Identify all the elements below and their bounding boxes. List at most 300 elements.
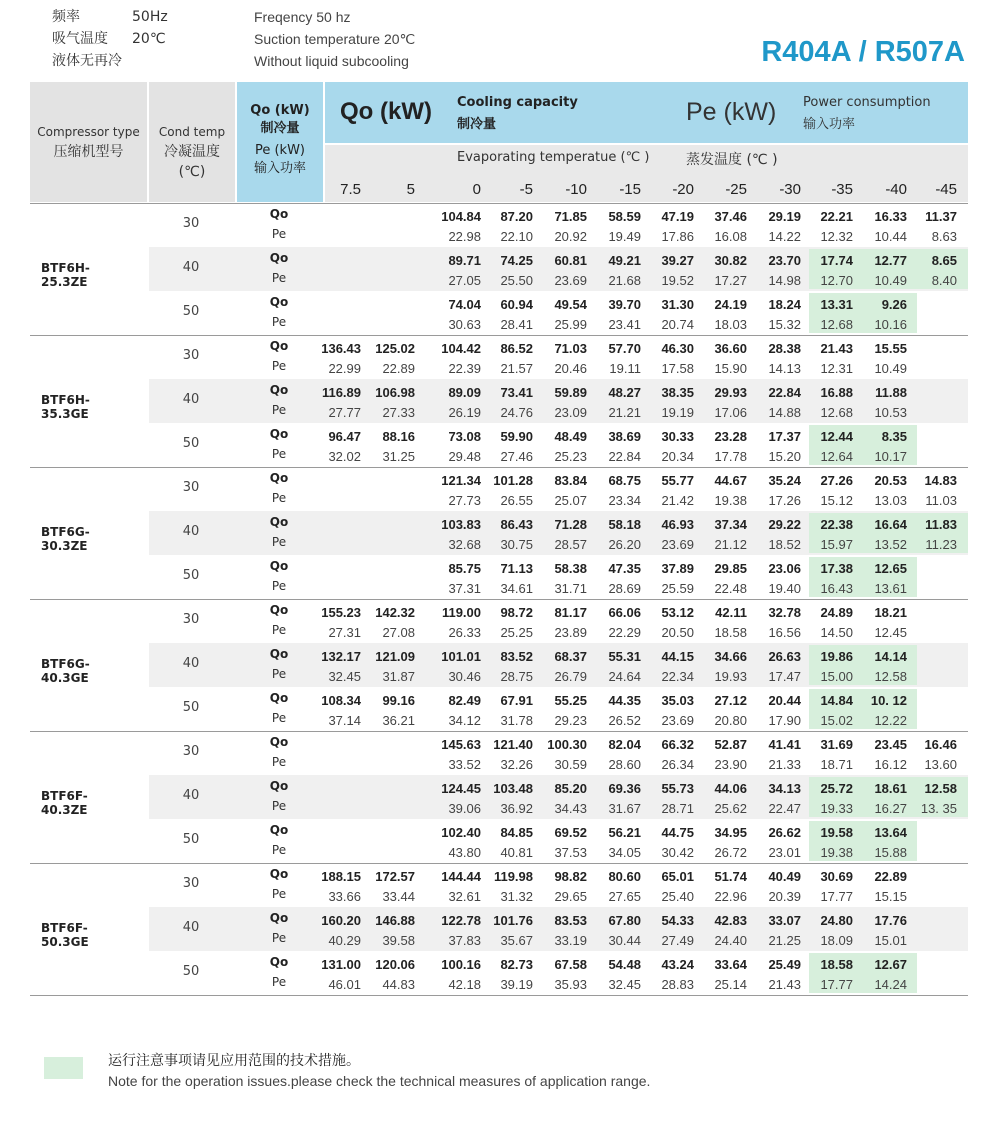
cond-temp: 40	[182, 524, 200, 539]
qo-row-label: Qo	[269, 559, 289, 573]
pe-value: 15.97	[820, 537, 853, 552]
qo-value: 55.77	[661, 473, 694, 488]
pe-value: 28.69	[608, 581, 641, 596]
pe-value: 19.52	[661, 273, 694, 288]
evap-temp-col-10: -40	[885, 181, 907, 198]
qo-value: 54.33	[661, 913, 694, 928]
pe-value: 14.24	[874, 977, 907, 992]
cond-temp: 30	[182, 612, 200, 627]
qo-value: 25.72	[820, 781, 853, 796]
cond-temp: 50	[182, 700, 200, 715]
qo-value: 71.28	[554, 517, 587, 532]
qo-value: 14.83	[924, 473, 957, 488]
pe-value: 26.55	[500, 493, 533, 508]
qo-value: 25.49	[768, 957, 801, 972]
cooling-capacity-label	[457, 92, 578, 136]
pe-value: 31.71	[554, 581, 587, 596]
qo-value: 17.74	[820, 253, 853, 268]
power-label	[803, 92, 931, 136]
subcool-label: 液体无再冷	[52, 53, 122, 69]
pe-value: 35.93	[554, 977, 587, 992]
qo-value: 121.40	[493, 737, 533, 752]
qo-value: 34.13	[768, 781, 801, 796]
qo-value: 23.70	[768, 253, 801, 268]
qo-value: 100.16	[441, 957, 481, 972]
freq-en: Freqency 50 hz	[254, 9, 351, 25]
pe-value: 19.38	[820, 845, 853, 860]
qo-value: 14.84	[820, 693, 853, 708]
qo-value: 55.73	[661, 781, 694, 796]
qo-value: 55.25	[554, 693, 587, 708]
pe-value: 39.19	[500, 977, 533, 992]
qo-value: 81.17	[554, 605, 587, 620]
qo-value: 144.44	[441, 869, 481, 884]
pe-value: 23.01	[768, 845, 801, 860]
pe-value: 32.26	[500, 757, 533, 772]
qo-value: 82.04	[608, 737, 641, 752]
qo-row-label: Qo	[269, 515, 289, 529]
qo-value: 55.31	[608, 649, 641, 664]
cooling-cn: 制冷量	[457, 117, 497, 132]
cond-temp: 30	[182, 480, 200, 495]
qo-value: 42.83	[714, 913, 747, 928]
pe-value: 25.23	[554, 449, 587, 464]
pe-value: 14.22	[768, 229, 801, 244]
pe-value: 19.38	[714, 493, 747, 508]
pe-value: 11.03	[925, 493, 957, 508]
pe-value: 23.34	[608, 493, 641, 508]
qo-value: 41.41	[768, 737, 801, 752]
power-cn: 输入功率	[803, 117, 856, 132]
pe-value: 20.50	[661, 625, 694, 640]
pe-value: 13. 35	[920, 801, 957, 816]
pe-value: 25.50	[500, 273, 533, 288]
qo-value: 39.70	[608, 297, 641, 312]
pe-value: 8.63	[931, 229, 957, 244]
pe-value: 30.44	[608, 933, 641, 948]
suction-en: Suction temperature 20℃	[254, 31, 416, 47]
qo-value: 13.64	[874, 825, 907, 840]
pe-value: 16.08	[714, 229, 747, 244]
qo-value: 103.83	[441, 517, 481, 532]
pe-value: 25.14	[714, 977, 747, 992]
qo-value: 82.73	[500, 957, 533, 972]
qo-value: 27.26	[820, 473, 853, 488]
pe-value: 26.19	[448, 405, 481, 420]
pe-value: 29.48	[448, 449, 481, 464]
qo-value: 18.61	[874, 781, 907, 796]
qo-value: 39.27	[661, 253, 694, 268]
qo-value: 53.12	[661, 605, 694, 620]
qo-value: 19.86	[820, 649, 853, 664]
qo-value: 46.93	[661, 517, 694, 532]
pe-value: 13.03	[874, 493, 907, 508]
qo-value: 56.21	[608, 825, 641, 840]
pe-value: 23.89	[554, 625, 587, 640]
qo-value: 29.93	[714, 385, 747, 400]
conditions-cn	[52, 6, 168, 72]
qo-value: 14.14	[874, 649, 907, 664]
qo-value: 132.17	[321, 649, 361, 664]
evap-temp-col-11: -45	[935, 181, 957, 198]
pe-value: 34.61	[500, 581, 533, 596]
qo-row-label: Qo	[269, 251, 289, 265]
pe-value: 12.68	[820, 317, 853, 332]
qo-value: 44.06	[714, 781, 747, 796]
qo-value: 49.21	[608, 253, 641, 268]
pe-header-cn: 输入功率	[253, 161, 306, 176]
qo-value: 11.83	[925, 517, 957, 532]
block-separator	[30, 335, 968, 336]
block-separator	[30, 599, 968, 600]
pe-value: 42.18	[448, 977, 481, 992]
qo-value: 48.49	[554, 429, 587, 444]
pe-value: 27.31	[328, 625, 361, 640]
pe-value: 12.68	[820, 405, 853, 420]
pe-value: 15.00	[820, 669, 853, 684]
cond-temp: 30	[182, 744, 200, 759]
cond-temp: 30	[182, 876, 200, 891]
pe-value: 21.43	[768, 977, 801, 992]
pe-value: 31.32	[500, 889, 533, 904]
pe-value: 27.49	[661, 933, 694, 948]
pe-value: 14.98	[768, 273, 801, 288]
qo-value: 46.30	[661, 341, 694, 356]
pe-value: 17.86	[661, 229, 694, 244]
pe-value: 32.61	[448, 889, 481, 904]
qo-value: 24.89	[820, 605, 853, 620]
pe-value: 16.43	[820, 581, 853, 596]
qo-value: 16.46	[924, 737, 957, 752]
pe-value: 19.93	[714, 669, 747, 684]
highlight-legend-swatch	[44, 1057, 83, 1079]
qo-value: 85.20	[554, 781, 587, 796]
qo-value: 26.62	[768, 825, 801, 840]
cond-temp: 50	[182, 964, 200, 979]
qo-value: 73.08	[448, 429, 481, 444]
qo-value: 44.67	[714, 473, 747, 488]
pe-value: 22.34	[661, 669, 694, 684]
pe-row-label: Pe	[271, 931, 287, 945]
qo-value: 18.58	[820, 957, 853, 972]
pe-value: 27.05	[448, 273, 481, 288]
qo-value: 16.88	[820, 385, 853, 400]
qo-value: 10. 12	[870, 693, 907, 708]
pe-value: 18.09	[820, 933, 853, 948]
qo-value: 74.04	[448, 297, 481, 312]
pe-value: 25.99	[554, 317, 587, 332]
qo-value: 67.58	[554, 957, 587, 972]
cond-header-unit: (℃)	[178, 164, 206, 180]
pe-value: 27.77	[328, 405, 361, 420]
qo-value: 108.34	[321, 693, 361, 708]
pe-row-label: Pe	[271, 623, 287, 637]
pe-value: 17.78	[714, 449, 747, 464]
pe-value: 22.29	[608, 625, 641, 640]
pe-value: 32.45	[328, 669, 361, 684]
table-top-line	[30, 203, 968, 204]
pe-value: 17.47	[768, 669, 801, 684]
pe-value: 22.84	[608, 449, 641, 464]
pe-value: 20.92	[554, 229, 587, 244]
qo-value: 30.82	[714, 253, 747, 268]
qo-value: 29.85	[714, 561, 747, 576]
pe-value: 18.03	[714, 317, 747, 332]
pe-value: 33.66	[328, 889, 361, 904]
pe-value: 36.21	[382, 713, 415, 728]
qo-row-label: Qo	[269, 735, 289, 749]
pe-value: 22.39	[448, 361, 481, 376]
cond-temp: 40	[182, 260, 200, 275]
evap-temp-col-8: -30	[779, 181, 801, 198]
qo-value: 20.44	[768, 693, 801, 708]
pe-value: 25.25	[500, 625, 533, 640]
qo-value: 142.32	[375, 605, 415, 620]
pe-value: 15.90	[714, 361, 747, 376]
pe-value: 19.19	[661, 405, 694, 420]
qo-value: 122.78	[441, 913, 481, 928]
qo-value: 23.28	[714, 429, 747, 444]
qo-value: 23.06	[768, 561, 801, 576]
refrigerant-title: R404A / R507A	[761, 36, 965, 68]
pe-value: 26.33	[448, 625, 481, 640]
qo-value: 30.69	[820, 869, 853, 884]
pe-value: 17.26	[768, 493, 801, 508]
qo-value: 37.34	[714, 517, 747, 532]
qo-value: 71.03	[554, 341, 587, 356]
pe-value: 14.50	[820, 625, 853, 640]
pe-value: 24.76	[500, 405, 533, 420]
qo-value: 8.65	[931, 253, 957, 268]
pe-value: 21.68	[608, 273, 641, 288]
qo-value: 86.43	[500, 517, 533, 532]
pe-row-label: Pe	[271, 359, 287, 373]
qo-value: 136.43	[321, 341, 361, 356]
pe-value: 34.43	[554, 801, 587, 816]
power-en: Power consumption	[803, 95, 931, 110]
evap-temp-col-9: -35	[831, 181, 853, 198]
pe-value: 23.69	[661, 713, 694, 728]
pe-value: 37.53	[554, 845, 587, 860]
qo-value: 30.33	[661, 429, 694, 444]
pe-value: 25.07	[554, 493, 587, 508]
qo-value: 60.81	[554, 253, 587, 268]
qo-value: 66.32	[661, 737, 694, 752]
qo-row-label: Qo	[269, 207, 289, 221]
pe-value: 31.25	[382, 449, 415, 464]
qo-value: 59.89	[554, 385, 587, 400]
pe-value: 37.31	[448, 581, 481, 596]
qo-value: 54.48	[608, 957, 641, 972]
pe-value: 17.06	[714, 405, 747, 420]
qo-value: 31.69	[820, 737, 853, 752]
pe-value: 19.49	[608, 229, 641, 244]
pe-value: 15.88	[874, 845, 907, 860]
qo-value: 32.78	[768, 605, 801, 620]
pe-value: 37.83	[448, 933, 481, 948]
qo-value: 48.27	[608, 385, 641, 400]
pe-value: 12.45	[874, 625, 907, 640]
qo-value: 11.88	[875, 385, 907, 400]
compressor-header	[30, 82, 147, 202]
cond-header-cn: 冷凝温度	[164, 144, 220, 160]
qo-row-label: Qo	[269, 779, 289, 793]
evap-temp-col-4: -10	[565, 181, 587, 198]
qo-value: 85.75	[448, 561, 481, 576]
qo-value: 89.09	[448, 385, 481, 400]
qo-value: 172.57	[375, 869, 415, 884]
qo-value: 22.84	[768, 385, 801, 400]
qo-row-label: Qo	[269, 823, 289, 837]
qo-value: 20.53	[874, 473, 907, 488]
block-separator	[30, 467, 968, 468]
pe-value: 13.60	[924, 757, 957, 772]
note-en: Note for the operation issues.please check the technical measures of application range.	[108, 1073, 651, 1089]
compressor-model: BTF6G-30.3ZE	[41, 525, 90, 553]
pe-value: 12.32	[820, 229, 853, 244]
pe-value: 13.61	[874, 581, 907, 596]
qo-value: 67.80	[608, 913, 641, 928]
pe-value: 19.40	[768, 581, 801, 596]
pe-value: 36.92	[500, 801, 533, 816]
pe-value: 25.40	[661, 889, 694, 904]
qo-value: 16.33	[874, 209, 907, 224]
cond-header-en: Cond temp	[158, 125, 226, 139]
qo-value: 37.89	[661, 561, 694, 576]
pe-value: 27.08	[382, 625, 415, 640]
evap-temp-col-7: -25	[725, 181, 747, 198]
pe-value: 20.46	[554, 361, 587, 376]
pe-value: 16.27	[874, 801, 907, 816]
qo-row-label: Qo	[269, 911, 289, 925]
qo-value: 121.34	[441, 473, 481, 488]
qo-value: 19.58	[820, 825, 853, 840]
cond-temp: 30	[182, 216, 200, 231]
qo-value: 12.67	[874, 957, 907, 972]
pe-value: 30.46	[448, 669, 481, 684]
cond-temp: 50	[182, 832, 200, 847]
qo-value: 59.90	[500, 429, 533, 444]
suction-value: 20℃	[132, 31, 166, 47]
compressor-model: BTF6F-50.3GE	[41, 921, 89, 949]
pe-value: 10.17	[874, 449, 907, 464]
pe-value: 23.90	[714, 757, 747, 772]
pe-value: 34.05	[608, 845, 641, 860]
qo-value: 101.76	[493, 913, 533, 928]
pe-value: 21.12	[714, 537, 747, 552]
pe-value: 13.52	[874, 537, 907, 552]
pe-value: 10.44	[874, 229, 907, 244]
pe-value: 15.32	[768, 317, 801, 332]
cond-header	[149, 82, 235, 202]
pe-value: 22.48	[714, 581, 747, 596]
qo-value: 17.37	[768, 429, 801, 444]
block-separator	[30, 863, 968, 864]
pe-value: 8.40	[931, 273, 957, 288]
pe-value: 20.34	[661, 449, 694, 464]
qo-value: 68.75	[608, 473, 641, 488]
pe-value: 27.73	[448, 493, 481, 508]
pe-value: 44.83	[382, 977, 415, 992]
pe-value: 21.21	[608, 405, 641, 420]
pe-value: 20.80	[714, 713, 747, 728]
qo-value: 42.11	[715, 605, 747, 620]
pe-value: 22.96	[714, 889, 747, 904]
qo-row-label: Qo	[269, 867, 289, 881]
qo-value: 84.85	[500, 825, 533, 840]
qo-value: 38.69	[608, 429, 641, 444]
qo-value: 87.20	[500, 209, 533, 224]
evap-temp-col-0: 7.5	[340, 181, 361, 198]
qo-value: 100.30	[547, 737, 587, 752]
pe-value: 20.74	[661, 317, 694, 332]
pe-value: 18.58	[714, 625, 747, 640]
qo-value: 106.98	[375, 385, 415, 400]
qo-value: 18.24	[768, 297, 801, 312]
qo-value: 188.15	[321, 869, 361, 884]
pe-value: 12.31	[820, 361, 853, 376]
qo-value: 31.30	[661, 297, 694, 312]
pe-value: 39.06	[448, 801, 481, 816]
cond-temp: 40	[182, 920, 200, 935]
pe-value: 30.75	[500, 537, 533, 552]
pe-value: 25.62	[714, 801, 747, 816]
qo-value: 119.00	[441, 605, 481, 620]
qo-value: 155.23	[321, 605, 361, 620]
qo-value: 12.58	[924, 781, 957, 796]
pe-value: 29.23	[554, 713, 587, 728]
qo-value: 11.37	[925, 209, 957, 224]
qo-value: 68.37	[554, 649, 587, 664]
pe-value: 23.09	[554, 405, 587, 420]
freq-label: 频率	[52, 9, 80, 25]
pe-value: 31.67	[608, 801, 641, 816]
qo-value: 12.65	[874, 561, 907, 576]
cooling-en: Cooling capacity	[457, 95, 578, 110]
qo-value: 22.21	[820, 209, 853, 224]
qo-value: 74.25	[500, 253, 533, 268]
evap-temp-col-5: -15	[619, 181, 641, 198]
qo-value: 101.01	[441, 649, 481, 664]
qo-value: 17.76	[874, 913, 907, 928]
qo-row-label: Qo	[269, 383, 289, 397]
qo-value: 26.63	[768, 649, 801, 664]
note-cn: 运行注意事项请见应用范围的技术措施。	[108, 1053, 360, 1069]
cond-temp: 30	[182, 348, 200, 363]
qo-value: 51.74	[714, 869, 747, 884]
qo-value: 38.35	[661, 385, 694, 400]
qo-value: 29.19	[768, 209, 801, 224]
qo-value: 8.35	[881, 429, 907, 444]
pe-value: 26.72	[714, 845, 747, 860]
pe-value: 29.65	[554, 889, 587, 904]
qo-value: 146.88	[375, 913, 415, 928]
qo-row-label: Qo	[269, 647, 289, 661]
qo-value: 104.42	[441, 341, 481, 356]
compressor-model: BTF6H-35.3GE	[41, 393, 90, 421]
pe-row-label: Pe	[271, 843, 287, 857]
pe-big-label: Pe (kW)	[686, 98, 777, 126]
pe-value: 15.20	[768, 449, 801, 464]
freq-value: 50Hz	[132, 9, 168, 25]
pe-value: 22.47	[768, 801, 801, 816]
pe-value: 21.25	[768, 933, 801, 948]
compressor-model: BTF6G-40.3GE	[41, 657, 90, 685]
qo-value: 34.66	[714, 649, 747, 664]
pe-value: 10.49	[874, 361, 907, 376]
pe-value: 33.52	[448, 757, 481, 772]
pe-value: 17.27	[714, 273, 747, 288]
